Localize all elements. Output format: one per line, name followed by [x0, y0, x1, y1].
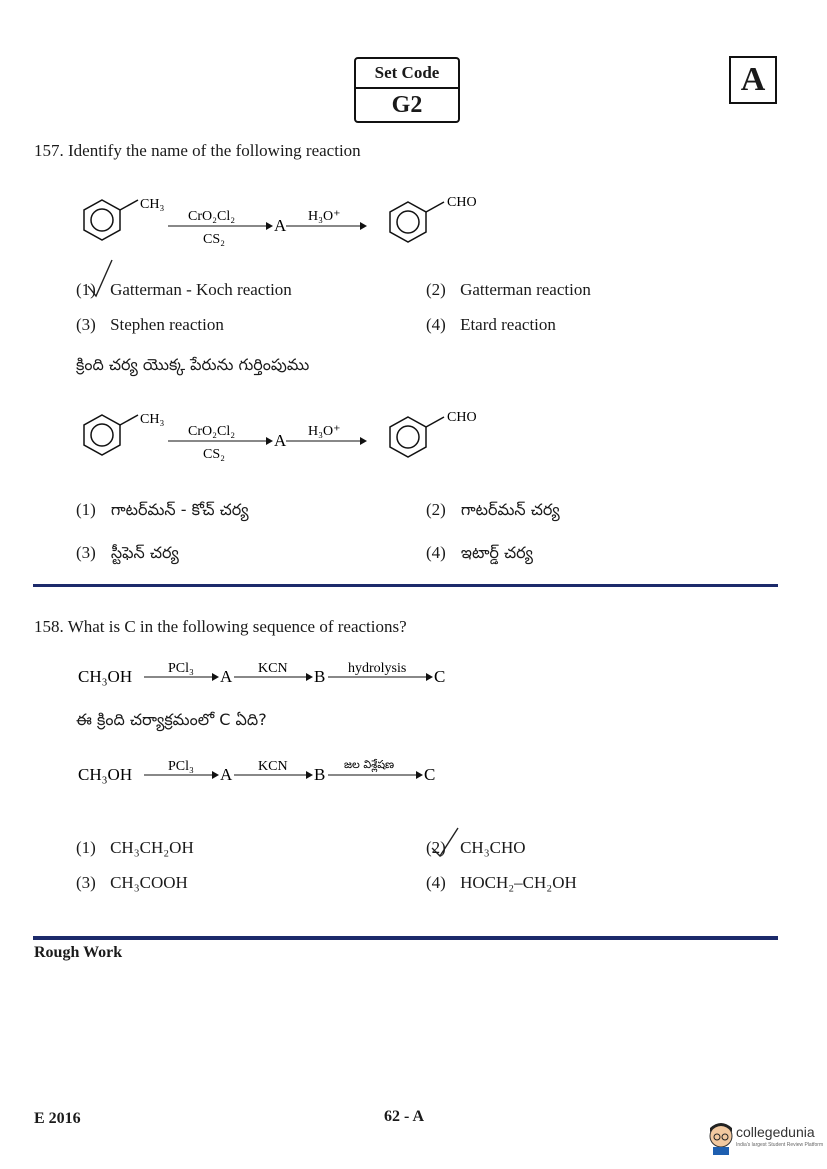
q158-reaction-scheme-te — [76, 750, 476, 792]
option-number: (1) — [76, 280, 96, 299]
reagent1-top: CrO₂Cl₂ — [188, 209, 236, 224]
option-text: CH₃COOH — [110, 873, 188, 892]
benzene-ring-product — [390, 417, 444, 457]
collegedunia-logo — [706, 1118, 824, 1158]
q158-option-4 — [426, 873, 577, 893]
reagent2-top: H₃O⁺ — [308, 424, 341, 439]
option-number: (2) — [426, 500, 446, 519]
set-letter: A — [729, 56, 777, 104]
reagent-pcl3: PCl₃ — [168, 661, 194, 676]
option-number: (4) — [426, 543, 446, 562]
q158-question: 158. What is C in the following sequence of reactions? — [34, 617, 407, 636]
q158-option-1 — [76, 838, 194, 858]
q158-telugu-question: ఈ క్రింది చర్యాక్రమంలో C ఏది? — [76, 710, 267, 729]
reagent-pcl3: PCl₃ — [168, 759, 194, 774]
product-b: B — [314, 667, 326, 686]
logo-text: collegedunia — [736, 1124, 815, 1140]
q157-option-2 — [426, 280, 591, 300]
footer-exam-code: E 2016 — [34, 1110, 81, 1127]
intermediate-a: A — [274, 216, 287, 235]
set-code-label: Set Code — [356, 59, 458, 89]
option-text: గాటర్‌మన్ - కోచ్ చర్య — [110, 500, 249, 519]
benzene-ring-reactant — [84, 200, 138, 240]
reagent-kcn: KCN — [258, 759, 288, 774]
q157-telugu-option-3 — [76, 543, 179, 566]
option-text: Gatterman - Koch reaction — [110, 280, 292, 299]
q158-reaction-scheme-en — [76, 652, 476, 694]
option-number: (4) — [426, 873, 446, 892]
reagent-hydrolysis: hydrolysis — [348, 661, 407, 676]
option-text: HOCH₂–CH₂OH — [460, 873, 577, 892]
product-group-label: CHO — [447, 410, 477, 425]
option-text: గాటర్‌మన్ చర్య — [460, 500, 560, 519]
q157-option-3 — [76, 315, 224, 335]
option-text: ఇటార్డ్ చర్య — [460, 543, 533, 562]
q157-reaction-scheme-te — [80, 405, 500, 467]
section-divider — [33, 584, 778, 587]
logo-tagline: India's largest Student Review Platform — [736, 1142, 824, 1148]
benzene-ring-reactant — [84, 415, 138, 455]
q157-telugu-question: క్రింది చర్య యొక్క పేరును గుర్తింపుము — [76, 355, 310, 374]
reactant-group-label: CH₃ — [140, 412, 165, 427]
footer-page-number: 62 - A — [384, 1108, 424, 1125]
set-code-value: G2 — [391, 92, 423, 118]
product-group-label: CHO — [447, 195, 477, 210]
option-number: (1) — [76, 838, 96, 857]
reagent1-bottom: CS₂ — [203, 232, 226, 247]
start-compound: CH₃OH — [78, 667, 133, 686]
option-text: స్టీఫెన్ చర్య — [110, 543, 179, 562]
q157-telugu-option-2 — [426, 500, 560, 523]
option-text: CH₃CH₂OH — [110, 838, 194, 857]
option-number: (1) — [76, 500, 96, 519]
reagent1-top: CrO₂Cl₂ — [188, 424, 236, 439]
product-a: A — [220, 667, 233, 686]
q157-reaction-scheme-en — [80, 190, 500, 252]
option-number: (3) — [76, 543, 96, 562]
option-number: (3) — [76, 315, 96, 334]
start-compound: CH₃OH — [78, 765, 133, 784]
product-c: C — [434, 667, 446, 686]
q157-option-4 — [426, 315, 556, 335]
q158-option-3 — [76, 873, 188, 893]
q157-telugu-option-4 — [426, 543, 533, 566]
option-text: Etard reaction — [460, 315, 556, 334]
product-b: B — [314, 765, 326, 784]
rough-work-label: Rough Work — [34, 944, 123, 961]
option-number: (3) — [76, 873, 96, 892]
option-text: Stephen reaction — [110, 315, 224, 334]
option-number: (4) — [426, 315, 446, 334]
option-number: (2) — [426, 838, 446, 857]
q157-question: 157. Identify the name of the following reaction — [34, 141, 361, 160]
option-text: CH₃CHO — [460, 838, 526, 857]
logo-mascot-icon — [706, 1120, 736, 1156]
set-code-box — [354, 57, 460, 123]
section-divider — [33, 936, 778, 940]
reagent2-top: H₃O⁺ — [308, 209, 341, 224]
product-a: A — [220, 765, 233, 784]
product-c: C — [424, 765, 436, 784]
intermediate-a: A — [274, 431, 287, 450]
option-number: (2) — [426, 280, 446, 299]
reagent1-bottom: CS₂ — [203, 447, 226, 462]
benzene-ring-product — [390, 202, 444, 242]
option-text: Gatterman reaction — [460, 280, 591, 299]
q157-option-1 — [76, 280, 292, 300]
reagent-hydrolysis-te: జల విశ్లేషణ — [344, 758, 395, 771]
reactant-group-label: CH₃ — [140, 197, 165, 212]
q157-telugu-option-1 — [76, 500, 249, 523]
q158-option-2 — [426, 838, 526, 858]
reagent-kcn: KCN — [258, 661, 288, 676]
